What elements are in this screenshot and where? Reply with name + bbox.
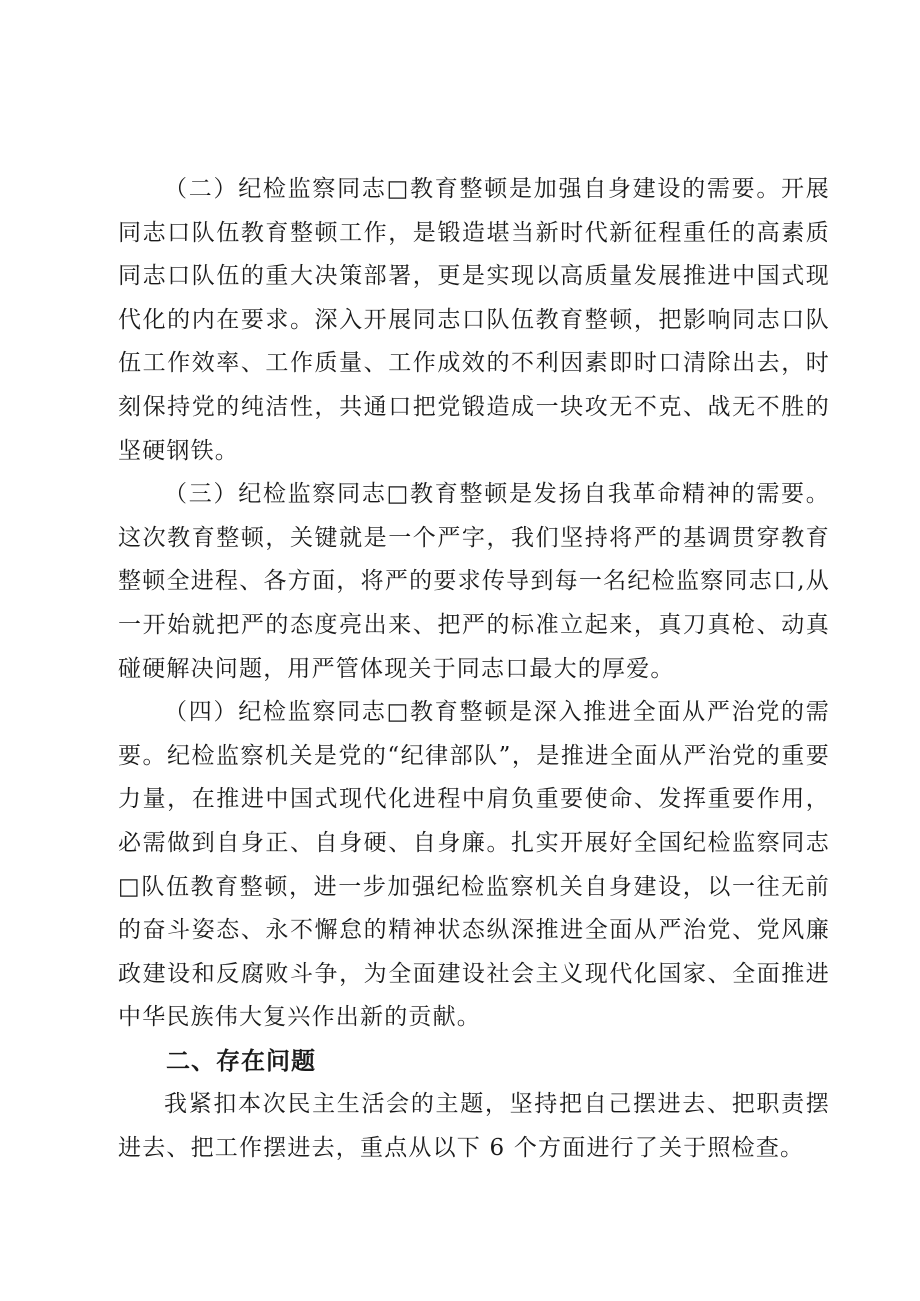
paragraph-three: （三）纪检监察同志□教育整顿是发扬自我革命精神的需要。这次教育整顿，关键就是一个严字，我们坚持将严的基调贯穿教育整顿全进程、各方面，将严的要求传导到每一名纪检监察同志口,从一开始就把严的态度亮出来、把严的标准立起来，真刀真枪、动真碰硬解决问题，用严管体现关于同志口最大的厚爱。 bbox=[118, 481, 830, 682]
paragraph-two: （二）纪检监察同志□教育整顿是加强自身建设的需要。开展同志口队伍教育整顿工作，是锻造堪当新时代新征程重任的高素质同志口队伍的重大决策部署，更是实现以高质量发展推进中国式现代化的内在要求。深入开展同志口队伍教育整顿，把影响同志口队伍工作效率、工作质量、工作成效的不利因素即时口清除出去，时刻保持党的纯洁性，共通口把党锻造成一块攻无不克、战无不胜的坚硬钢铁。 bbox=[118, 176, 830, 464]
section-heading: 二、存在问题 bbox=[166, 1046, 316, 1075]
paragraph-intro-problems: 我紧扣本次民主生活会的主题，坚持把自己摆进去、把职责摆进去、把工作摆进去，重点从以下 6 个方面进行了关于照检查。 bbox=[118, 1091, 830, 1162]
paragraph-four: （四）纪检监察同志□教育整顿是深入推进全面从严治党的需要。纪检监察机关是党的“纪律部队”，是推进全面从严治党的重要力量，在推进中国式现代化进程中肩负重要使命、发挥重要作用，必需做到自身正、自身硬、自身廉。扎实开展好全国纪检监察同志□队伍教育整顿，进一步加强纪检监察机关自身建设，以一往无前的奋斗姿态、永不懈怠的精神状态纵深推进全面从严治党、党风廉政建设和反腐败斗争，为全面建设社会主义现代化国家、全面推进中华民族伟大复兴作出新的贡献。 bbox=[118, 699, 830, 1031]
document-body bbox=[118, 168, 830, 1171]
